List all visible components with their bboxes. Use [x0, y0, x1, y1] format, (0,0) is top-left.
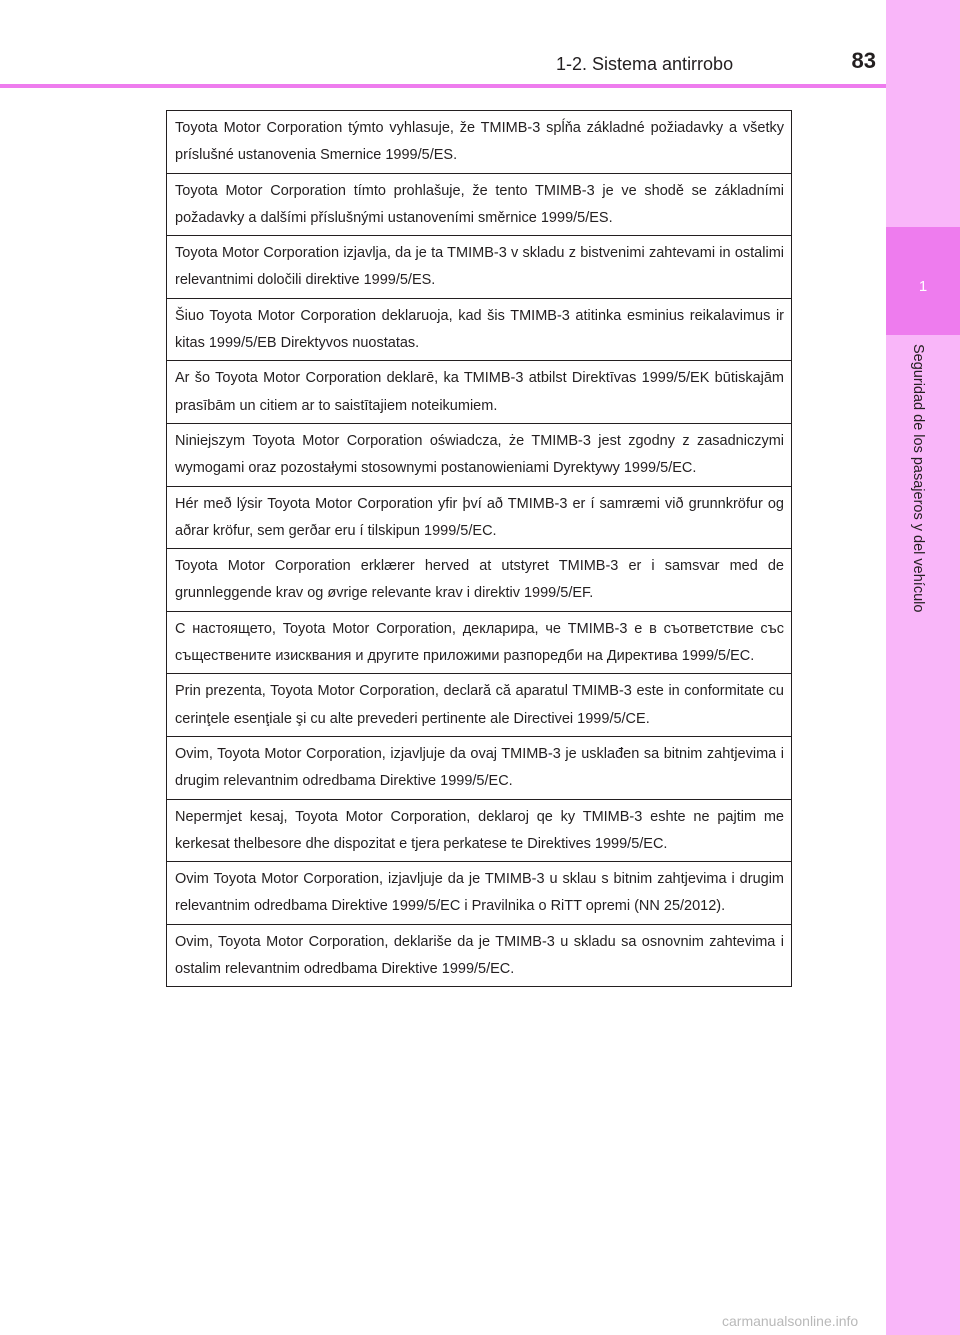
declaration-row-romanian: Prin prezenta, Toyota Motor Corporation, declară că aparatul TMIMB-3 este in conformitate cu cerinţele esenţiale şi cu alte prevederi pertinente ale Directivei 1999/5/CE.	[167, 673, 791, 736]
declaration-row-slovak: Toyota Motor Corporation týmto vyhlasuje, že TMIMB-3 spĺňa základné požiadavky a všetky príslušné ustanovenia Smernice 1999/5/ES.	[175, 120, 784, 164]
chapter-number: 1	[918, 278, 928, 295]
declaration-row-czech: Toyota Motor Corporation tímto prohlašuje, že tento TMIMB-3 je ve shodě se základními požadavky a dalšími příslušnými ustanoveními směrnice 1999/5/ES.	[167, 173, 791, 236]
declaration-row-lithuanian: Šiuo Toyota Motor Corporation deklaruoja, kad šis TMIMB-3 atitinka esminius reikalavimus ir kitas 1999/5/EB Direktyvos nuostatas.	[167, 298, 791, 361]
chapter-label: Seguridad de los pasajeros y del vehículo	[910, 344, 926, 613]
declaration-row-icelandic: Hér með lýsir Toyota Motor Corporation yfir því að TMIMB-3 er í samræmi við grunnkröfur og aðrar kröfur, sem gerðar eru í tilskipun 1999/5/EC.	[167, 486, 791, 549]
declaration-row-serbian: Ovim, Toyota Motor Corporation, deklariše da je TMIMB-3 u skladu sa osnovnim zahtevima i ostalim relevantnim odredbama Direktive 1999/5/EC.	[167, 924, 791, 987]
chapter-side-tab	[886, 0, 960, 1335]
section-title: 1-2. Sistema antirrobo	[556, 54, 734, 74]
declaration-row-norwegian: Toyota Motor Corporation erklærer herved at utstyret TMIMB-3 er i samsvar med de grunnleggende krav og øvrige relevante krav i direktiv 1999/5/EF.	[167, 548, 791, 611]
declarations-table	[166, 110, 792, 987]
watermark-text: carmanualsonline.info	[722, 1313, 859, 1329]
declaration-row-albanian: Nepermjet kesaj, Toyota Motor Corporation, deklaroj qe ky TMIMB-3 eshte ne pajtim me kerkesat thelbesore dhe dispozitat e tjera perkatese te Direktives 1999/5/EC.	[167, 799, 791, 862]
declaration-row-bulgarian: С настоящето, Toyota Motor Corporation, декларира, че TMIMB-3 е в съответствие със съществените изисквания и другите приложими разпоредби на Директива 1999/5/ЕС.	[167, 611, 791, 674]
declaration-row-croatian: Ovim Toyota Motor Corporation, izjavljuje da je TMIMB-3 u sklau s bitnim zahtjevima i drugim relevantnim odredbama Direktive 1999/5/EC i Pravilnika o RiTT opremi (NN 25/2012).	[167, 861, 791, 924]
declaration-row-bosnian: Ovim, Toyota Motor Corporation, izjavljuje da ovaj TMIMB-3 je usklađen sa bitnim zahtjevima i drugim relevantnim odredbama Direktive 1999/5/EC.	[167, 736, 791, 799]
declaration-row-latvian: Ar šo Toyota Motor Corporation deklarē, ka TMIMB-3 atbilst Direktīvas 1999/5/EK būtiskajām prasībām un citiem ar to saistītajiem noteikumiem.	[167, 360, 791, 423]
header-rule	[0, 84, 886, 88]
declaration-row-slovenian: Toyota Motor Corporation izjavlja, da je ta TMIMB-3 v skladu z bistvenimi zahtevami in ostalimi relevantnimi določili direktive 1999/5/ES.	[167, 235, 791, 298]
declaration-row-polish: Niniejszym Toyota Motor Corporation oświadcza, że TMIMB-3 jest zgodny z zasadniczymi wymogami oraz pozostałymi stosownymi postanowieniami Dyrektywy 1999/5/EC.	[167, 423, 791, 486]
page-number: 83	[851, 48, 876, 73]
